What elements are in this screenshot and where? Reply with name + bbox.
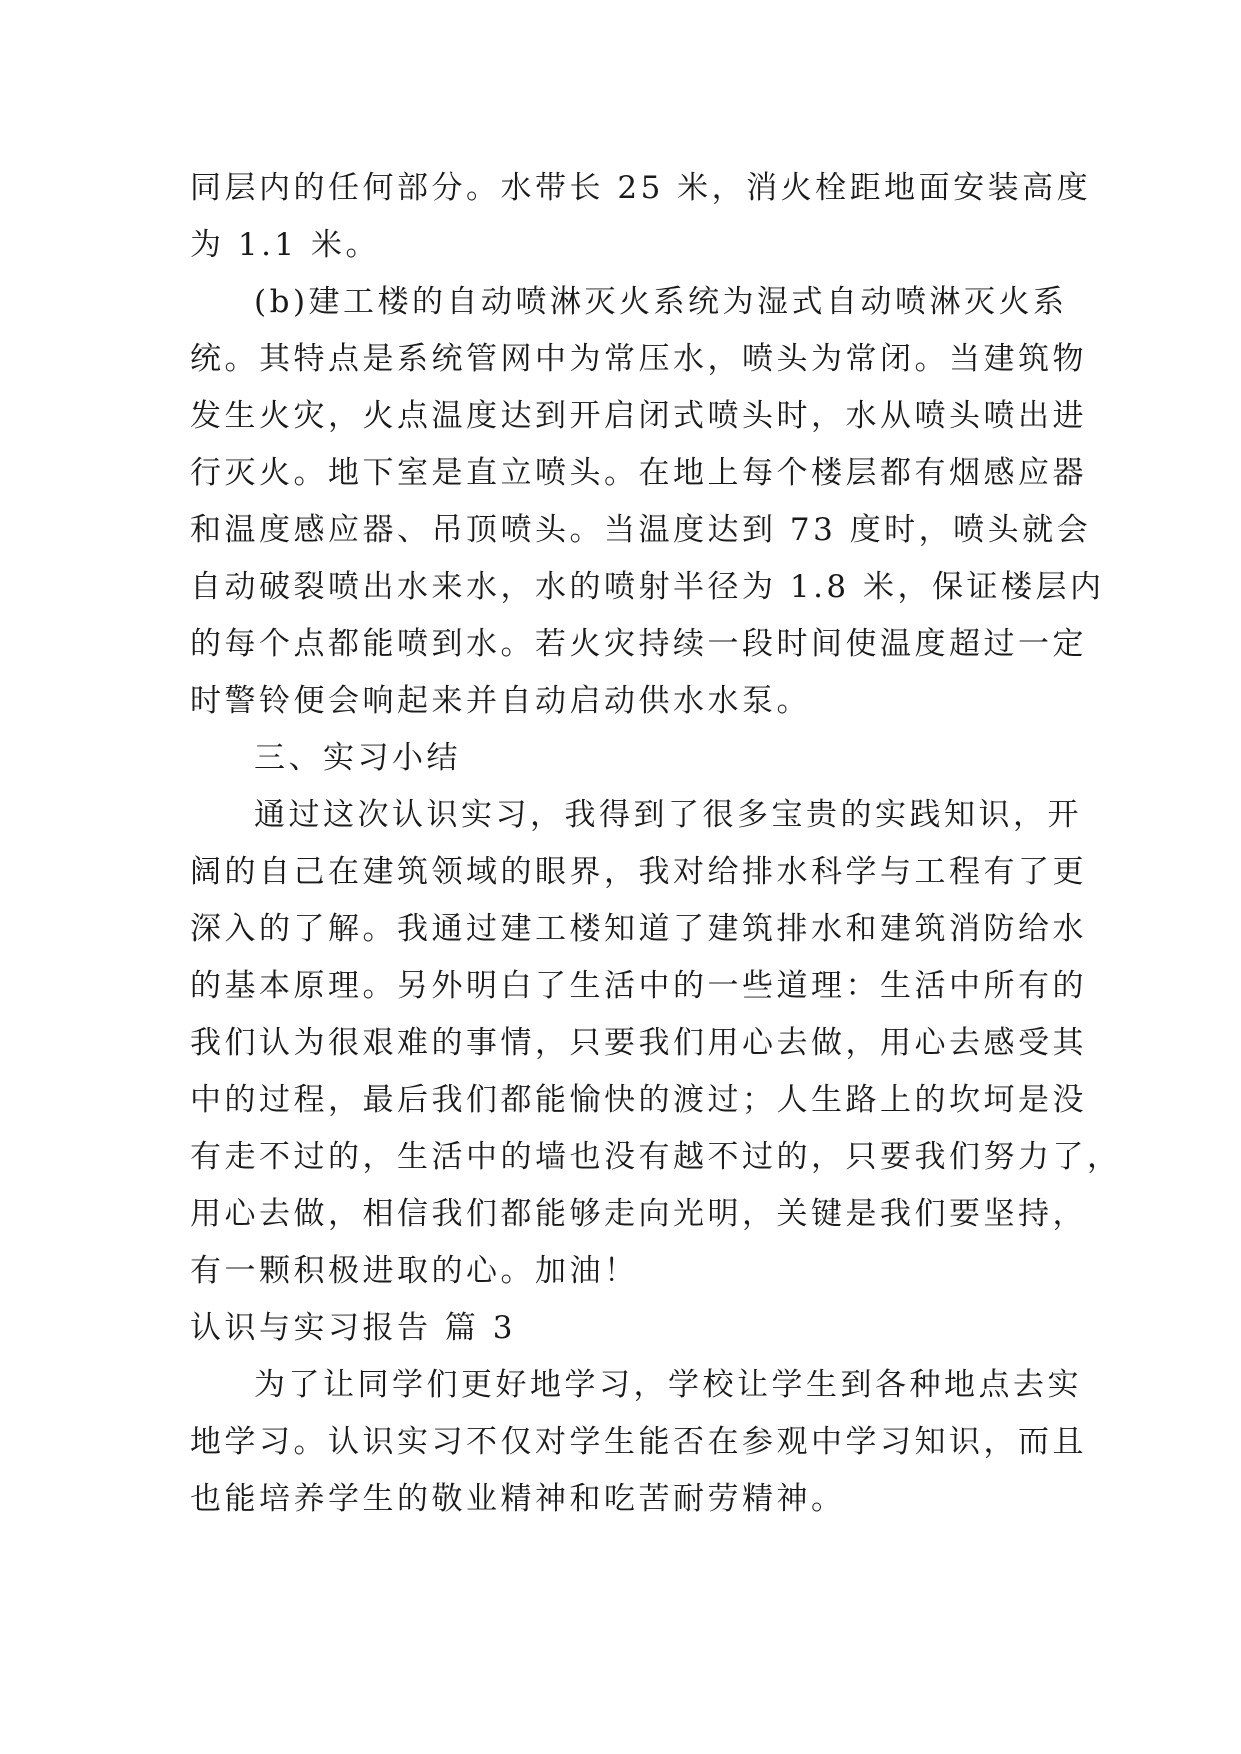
text-line: 我们认为很艰难的事情，只要我们用心去做，用心去感受其 xyxy=(190,1025,1087,1061)
text-line: 的每个点都能喷到水。若火灾持续一段时间使温度超过一定 xyxy=(190,626,1087,662)
text-line: 用心去做，相信我们都能够走向光明，关键是我们要坚持， xyxy=(190,1196,1087,1232)
text-line: 行灭火。地下室是直立喷头。在地上每个楼层都有烟感应器 xyxy=(190,455,1087,491)
article-title: 认识与实习报告 篇 3 xyxy=(190,1310,516,1346)
text-line: 有走不过的，生活中的墙也没有越不过的，只要我们努力了， xyxy=(190,1139,1122,1175)
paragraph-start-line: 为了让同学们更好地学习，学校让学生到各种地点去实 xyxy=(254,1367,1082,1403)
text-line: 发生火灾，火点温度达到开启闭式喷头时，水从喷头喷出进 xyxy=(190,398,1087,434)
text-line: 深入的了解。我通过建工楼知道了建筑排水和建筑消防给水 xyxy=(190,911,1087,947)
text-line: 有一颗积极进取的心。加油！ xyxy=(190,1253,639,1289)
text-line: 和温度感应器、吊顶喷头。当温度达到 73 度时，喷头就会 xyxy=(190,512,1092,548)
text-line: 的基本原理。另外明白了生活中的一些道理：生活中所有的 xyxy=(190,968,1087,1004)
section-heading: 三、实习小结 xyxy=(254,740,461,776)
text-line: 自动破裂喷出水来水，水的喷射半径为 1.8 米，保证楼层内 xyxy=(190,569,1105,605)
text-line: 中的过程，最后我们都能愉快的渡过；人生路上的坎坷是没 xyxy=(190,1082,1087,1118)
text-line: 时警铃便会响起来并自动启动供水水泵。 xyxy=(190,683,811,719)
text-line: 阔的自己在建筑领域的眼界，我对给排水科学与工程有了更 xyxy=(190,854,1087,890)
text-line: 为 1.1 米。 xyxy=(190,227,381,263)
text-line: 地学习。认识实习不仅对学生能否在参观中学习知识，而且 xyxy=(190,1424,1087,1460)
paragraph-start-line: (b)建工楼的自动喷淋灭火系统为湿式自动喷淋灭火系 xyxy=(254,284,1068,320)
text-line: 统。其特点是系统管网中为常压水，喷头为常闭。当建筑物 xyxy=(190,341,1087,377)
paragraph-start-line: 通过这次认识实习，我得到了很多宝贵的实践知识，开 xyxy=(254,797,1082,833)
text-line: 同层内的任何部分。水带长 25 米，消火栓距地面安装高度 xyxy=(190,170,1092,206)
text-line: 也能培养学生的敬业精神和吃苦耐劳精神。 xyxy=(190,1481,846,1517)
